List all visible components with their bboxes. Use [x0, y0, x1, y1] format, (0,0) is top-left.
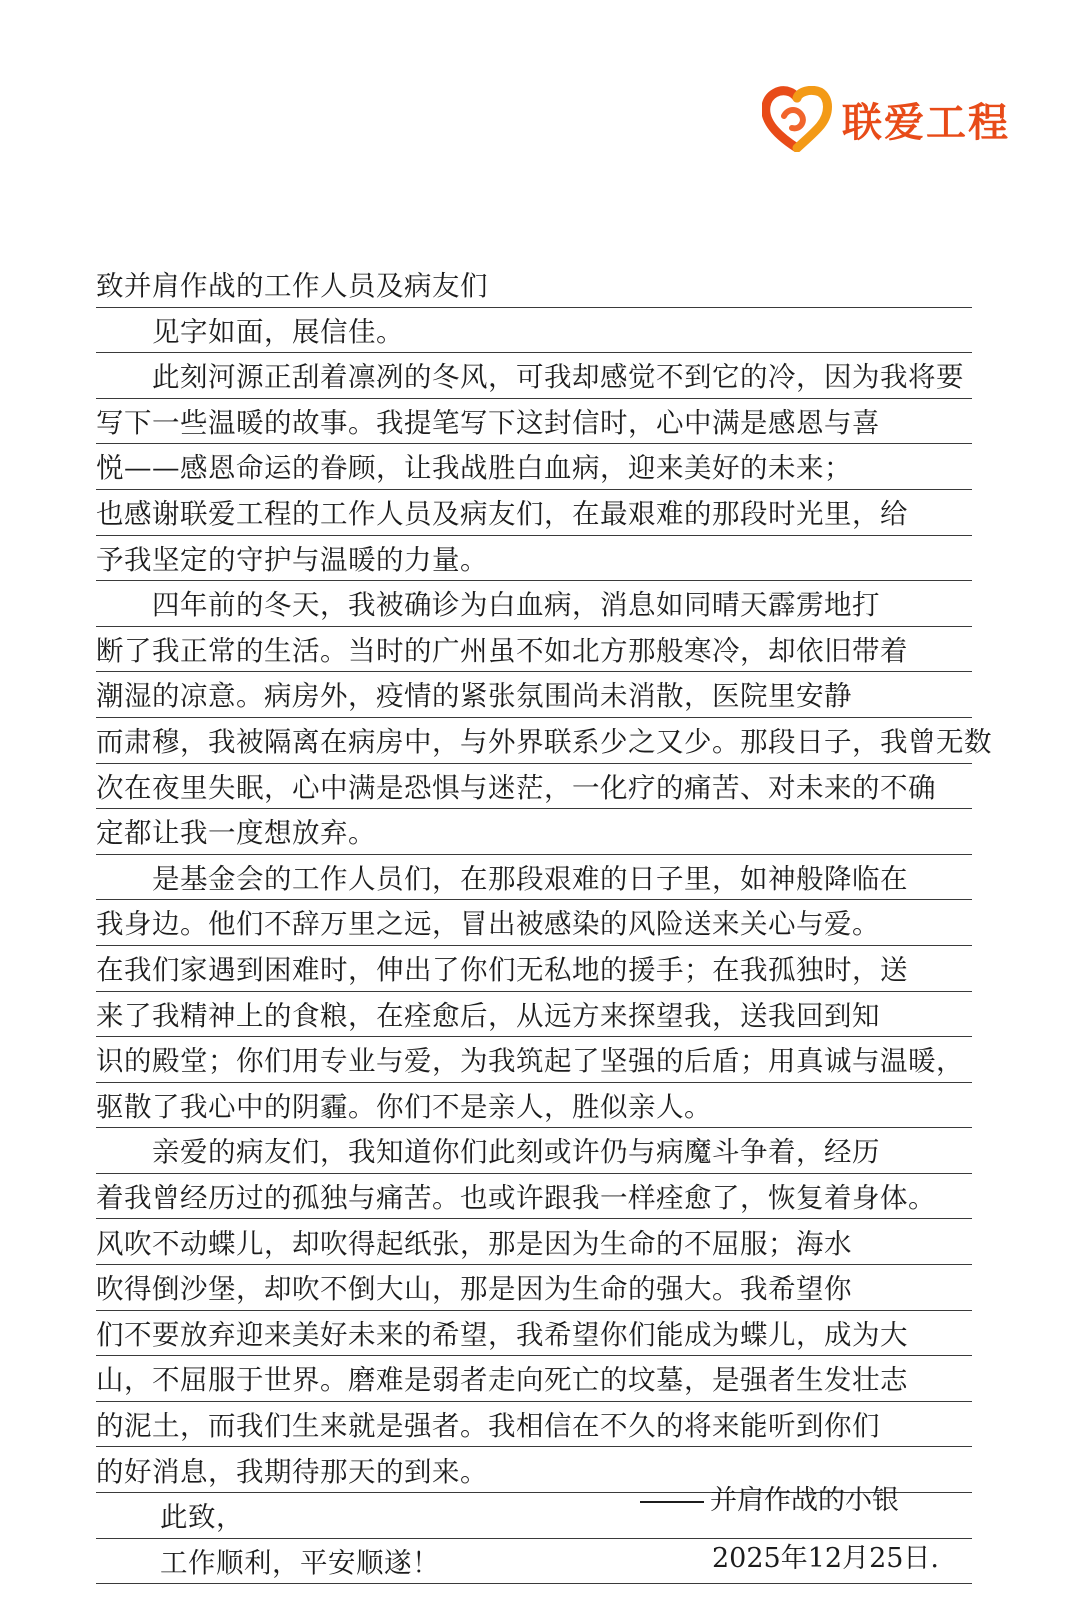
- paragraph-line: 也感谢联爱工程的工作人员及病友们，在最艰难的那段时光里，给: [96, 498, 908, 531]
- letter-line: [96, 627, 972, 673]
- paragraph-line: 悦——感恩命运的眷顾，让我战胜白血病，迎来美好的未来；: [96, 452, 852, 485]
- signature-text: 并肩作战的小银: [710, 1485, 899, 1516]
- letter-line: [96, 809, 972, 855]
- letter-line: [96, 1037, 972, 1083]
- paragraph-line: 吹得倒沙堡，却吹不倒大山，那是因为生命的强大。我希望你: [96, 1273, 852, 1306]
- letter-line: [96, 1128, 972, 1174]
- paragraph-line: 在我们家遇到困难时，伸出了你们无私地的援手；在我孤独时，送: [96, 954, 908, 986]
- brand-logo: [762, 86, 1010, 152]
- letter-line: [96, 399, 972, 445]
- letter-line: [96, 1174, 972, 1220]
- letter-line: [96, 262, 972, 308]
- paragraph-line: 潮湿的凉意。病房外，疫情的紧张氛围尚未消散，医院里安静: [96, 680, 852, 713]
- paragraph-line: 予我坚定的守护与温暖的力量。: [96, 543, 488, 576]
- letter-line: [96, 1083, 972, 1129]
- paragraph-line: 山，不屈服于世界。磨难是弱者走向死亡的坟墓，是强者生发壮志: [96, 1364, 908, 1397]
- letter-line: [96, 308, 972, 354]
- paragraph-line: 而肃穆，我被隔离在病房中，与外界联系少之又少。那段日子，我曾无数: [96, 726, 992, 759]
- paragraph-line: 驱散了我心中的阴霾。你们不是亲人，胜似亲人。: [96, 1090, 712, 1123]
- paragraph-line: 亲爱的病友们，我知道你们此刻或许仍与病魔斗争着，经历: [152, 1136, 880, 1169]
- paragraph-line: 的好消息，我期待那天的到来。: [96, 1455, 488, 1488]
- letter-date: 2025年12月25日.: [712, 1543, 940, 1574]
- paragraph-line: 的泥土，而我们生来就是强者。我相信在不久的将来能听到你们: [96, 1409, 880, 1442]
- letter-line: [96, 353, 972, 399]
- letter-line: [96, 900, 972, 946]
- paragraph-line: 来了我精神上的食粮，在痊愈后，从远方来探望我，送我回到知: [96, 999, 880, 1032]
- salutation: 致并肩作战的工作人员及病友们: [96, 270, 488, 303]
- letter-line: [96, 444, 972, 490]
- signature: [640, 1478, 899, 1517]
- paragraph-line: 们不要放弃迎来美好未来的希望，我希望你们能成为蝶儿，成为大: [96, 1318, 908, 1351]
- paragraph-line: 写下一些温暖的故事。我提笔写下这封信时，心中满是感恩与喜: [96, 406, 880, 439]
- letter-line: [96, 490, 972, 536]
- letter-line: [96, 1265, 972, 1311]
- paragraph-line: 着我曾经历过的孤独与痛苦。也或许跟我一样痊愈了，恢复着身体。: [96, 1181, 936, 1214]
- paragraph-line: 识的殿堂；你们用专业与爱，为我筑起了坚强的后盾；用真诚与温暖，: [96, 1045, 964, 1078]
- logo-text: 联爱工程: [842, 99, 1010, 146]
- letter-line: [96, 855, 972, 901]
- letter-body: [96, 262, 992, 1584]
- greeting: 见字如面，展信佳。: [152, 315, 404, 348]
- paragraph-line: 此刻河源正刮着凛冽的冬风，可我却感觉不到它的冷，因为我将要: [152, 361, 964, 394]
- letter-line: [96, 764, 972, 810]
- letter-line: [96, 1356, 972, 1402]
- paragraph-line: 是基金会的工作人员们，在那段艰难的日子里，如神般降临在: [152, 862, 908, 895]
- paragraph-line: 断了我正常的生活。当时的广州虽不如北方那般寒冷，却依旧带着: [96, 634, 908, 667]
- paragraph-line: 风吹不动蝶儿，却吹得起纸张，那是因为生命的不屈服；海水: [96, 1227, 852, 1260]
- paragraph-line: 我身边。他们不辞万里之远，冒出被感染的风险送来关心与爱。: [96, 908, 880, 941]
- letter-line: [96, 1311, 972, 1357]
- letter-line: [96, 1219, 972, 1265]
- closing-line: 此致，: [160, 1501, 244, 1534]
- paragraph-line: 四年前的冬天，我被确诊为白血病，消息如同晴天霹雳地打: [152, 589, 880, 622]
- heart-swirl-icon: [762, 86, 832, 152]
- letter-line: [96, 536, 972, 582]
- letter-line: [96, 581, 972, 627]
- signature-dash: [640, 1501, 704, 1503]
- letter-line: [96, 946, 972, 992]
- letter-line: [96, 1402, 972, 1448]
- closing-wish: 工作顺利，平安顺遂！: [160, 1546, 440, 1579]
- letter-line: [96, 718, 992, 764]
- paragraph-line: 次在夜里失眠，心中满是恐惧与迷茫，一化疗的痛苦、对未来的不确: [96, 771, 936, 804]
- letter-line: [96, 672, 972, 718]
- letter-line: [96, 992, 972, 1038]
- paragraph-line: 定都让我一度想放弃。: [96, 817, 376, 850]
